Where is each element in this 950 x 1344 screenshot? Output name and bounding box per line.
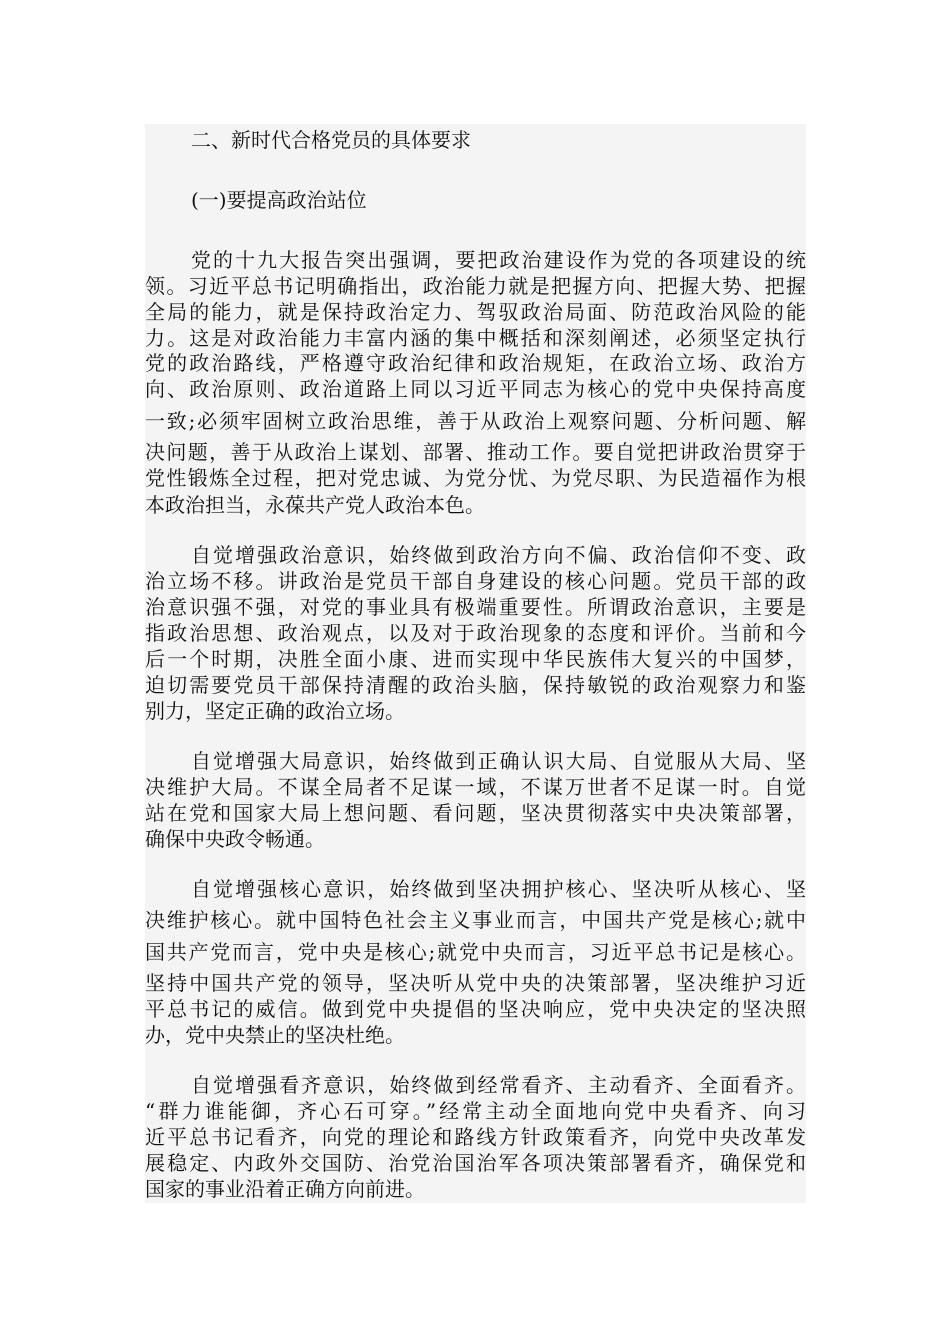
text-line: 一致;必须牢固树立政治思维，善于从政治上观察问题、分析问题、解	[145, 409, 806, 433]
text-line: 领。习近平总书记明确指出，政治能力就是把握方向、把握大势、把握	[145, 274, 806, 298]
text-line: 党的十九大报告突出强调，要把政治建设作为党的各项建设的统	[191, 248, 806, 272]
text-line: 自觉增强政治意识，始终做到政治方向不偏、政治信仰不变、政	[191, 543, 806, 567]
text-line: 后一个时期，决胜全面小康、进而实现中华民族伟大复兴的中国梦，	[145, 647, 806, 671]
text-line: 迫切需要党员干部保持清醒的政治头脑，保持敏锐的政治观察力和鉴	[145, 673, 806, 697]
text-line: 党性锻炼全过程，把对党忠诚、为党分忧、为党尽职、为民造福作为根	[145, 466, 806, 490]
text-line: 国家的事业沿着正确方向前进。	[145, 1177, 425, 1201]
text-line: 决问题，善于从政治上谋划、部署、推动工作。要自觉把讲政治贯穿于	[145, 440, 806, 464]
subsection-heading: (一)要提高政治站位	[191, 188, 367, 212]
text-line: 党的政治路线，严格遵守政治纪律和政治规矩，在政治立场、政治方	[145, 351, 806, 375]
text-line: 展稳定、内政外交国防、治党治国治军各项决策部署看齐，确保党和	[145, 1151, 806, 1175]
text-line: 向、政治原则、政治道路上同以习近平同志为核心的党中央保持高度	[145, 377, 806, 401]
text-line: 自觉增强大局意识，始终做到正确认识大局、自觉服从大局、坚	[191, 749, 806, 773]
text-line: 别力，坚定正确的政治立场。	[145, 699, 405, 723]
text-line: 办，党中央禁止的坚决杜绝。	[145, 1023, 405, 1047]
text-line: 站在党和国家大局上想问题、看问题，坚决贯彻落实中央决策部署，	[145, 801, 806, 825]
text-line: 治立场不移。讲政治是党员干部自身建设的核心问题。党员干部的政	[145, 569, 806, 593]
text-line: 平总书记的威信。做到党中央提倡的坚决响应，党中央决定的坚决照	[145, 997, 806, 1021]
text-line: 决维护大局。不谋全局者不足谋一域，不谋万世者不足谋一时。自觉	[145, 775, 806, 799]
text-line: 自觉增强看齐意识，始终做到经常看齐、主动看齐、全面看齐。	[191, 1073, 806, 1097]
text-line: 确保中央政令畅通。	[145, 827, 325, 851]
section-heading: 二、新时代合格党员的具体要求	[191, 128, 471, 152]
document-page	[145, 124, 806, 1203]
text-line: 本政治担当，永葆共产党人政治本色。	[145, 493, 485, 517]
text-line: 指政治思想、政治观点，以及对于政治现象的态度和评价。当前和今	[145, 621, 806, 645]
text-line: “群力谁能御，齐心石可穿。”经常主动全面地向党中央看齐、向习	[145, 1099, 806, 1123]
text-line: 国共产党而言，党中央是核心;就党中央而言，习近平总书记是核心。	[145, 940, 806, 964]
text-line: 近平总书记看齐，向党的理论和路线方针政策看齐，向党中央改革发	[145, 1125, 806, 1149]
text-line: 坚持中国共产党的领导，坚决听从党中央的决策部署，坚决维护习近	[145, 971, 806, 995]
text-line: 治意识强不强，对党的事业具有极端重要性。所谓政治意识，主要是	[145, 595, 806, 619]
text-line: 力。这是对政治能力丰富内涵的集中概括和深刻阐述，必须坚定执行	[145, 326, 806, 350]
text-line: 决维护核心。就中国特色社会主义事业而言，中国共产党是核心;就中	[145, 908, 806, 932]
text-line: 全局的能力，就是保持政治定力、驾驭政治局面、防范政治风险的能	[145, 300, 806, 324]
text-line: 自觉增强核心意识，始终做到坚决拥护核心、坚决听从核心、坚	[191, 877, 806, 901]
